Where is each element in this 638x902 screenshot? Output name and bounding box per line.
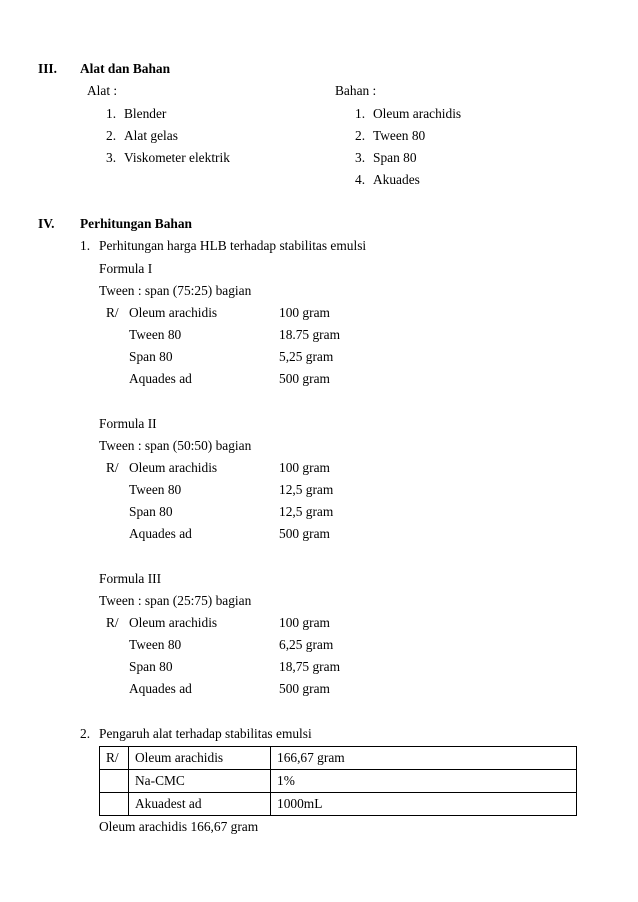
item-2-note: Oleum arachidis 166,67 gram: [99, 819, 259, 834]
ingredient-amount: 12,5 gram: [279, 482, 334, 497]
alat-item-text: Alat gelas: [124, 128, 178, 143]
formula-ratio: Tween : span (50:50) bagian: [99, 438, 252, 453]
alat-item-num: 3.: [106, 150, 117, 165]
ingredient-name: Oleum arachidis: [129, 460, 218, 475]
table-row: [100, 770, 577, 793]
alat-item-num: 1.: [106, 106, 117, 121]
bahan-item-text: Akuades: [373, 172, 420, 187]
section-4-title: Perhitungan Bahan: [80, 216, 192, 231]
ingredient-name: Tween 80: [129, 482, 182, 497]
ingredient-amount: 500 gram: [279, 681, 330, 696]
section-4-number: IV.: [38, 216, 55, 231]
formula-title: Formula III: [99, 571, 162, 586]
item-1-num: 1.: [80, 238, 91, 253]
alat-item-text: Viskometer elektrik: [124, 150, 230, 165]
bahan-item-text: Span 80: [373, 150, 417, 165]
recipe-mark: R/: [106, 615, 119, 630]
ingredient-name: Span 80: [129, 349, 173, 364]
formula-ratio: Tween : span (75:25) bagian: [99, 283, 252, 298]
bahan-item-num: 1.: [355, 106, 366, 121]
ingredient-amount: 5,25 gram: [279, 349, 334, 364]
item-2-text: Pengaruh alat terhadap stabilitas emulsi: [99, 726, 312, 741]
table-cell-mark: [100, 793, 129, 816]
item-2-num: 2.: [80, 726, 91, 741]
ingredient-amount: 100 gram: [279, 460, 330, 475]
formula-title: Formula II: [99, 416, 157, 431]
ingredient-amount: 100 gram: [279, 615, 330, 630]
bahan-item-text: Oleum arachidis: [373, 106, 462, 121]
table-cell-mark: R/: [100, 747, 129, 770]
alat-label: Alat :: [87, 83, 118, 98]
ingredient-name: Span 80: [129, 504, 173, 519]
table-cell-name: Na-CMC: [129, 770, 271, 793]
table-cell-name: Oleum arachidis: [129, 747, 271, 770]
ingredient-name: Oleum arachidis: [129, 615, 218, 630]
recipe-mark: R/: [106, 305, 119, 320]
ingredient-amount: 18.75 gram: [279, 327, 340, 342]
ingredient-name: Oleum arachidis: [129, 305, 218, 320]
table-cell-amount: 1%: [271, 770, 577, 793]
item-1-text: Perhitungan harga HLB terhadap stabilitas emulsi: [99, 238, 367, 253]
ingredient-name: Tween 80: [129, 327, 182, 342]
ingredient-name: Span 80: [129, 659, 173, 674]
ingredient-amount: 6,25 gram: [279, 637, 334, 652]
bahan-item-num: 4.: [355, 172, 366, 187]
recipe-table: [99, 746, 577, 816]
bahan-item-num: 2.: [355, 128, 366, 143]
table-cell-amount: 166,67 gram: [271, 747, 577, 770]
ingredient-amount: 100 gram: [279, 305, 330, 320]
bahan-label: Bahan :: [335, 83, 377, 98]
section-3-number: III.: [38, 61, 57, 76]
formula-title: Formula I: [99, 261, 153, 276]
bahan-item-num: 3.: [355, 150, 366, 165]
alat-item-text: Blender: [124, 106, 167, 121]
table-cell-amount: 1000mL: [271, 793, 577, 816]
ingredient-name: Tween 80: [129, 637, 182, 652]
ingredient-amount: 500 gram: [279, 371, 330, 386]
table-row: [100, 793, 577, 816]
alat-item-num: 2.: [106, 128, 117, 143]
formula-ratio: Tween : span (25:75) bagian: [99, 593, 252, 608]
ingredient-amount: 12,5 gram: [279, 504, 334, 519]
table-row: [100, 747, 577, 770]
table-cell-name: Akuadest ad: [129, 793, 271, 816]
ingredient-name: Aquades ad: [129, 526, 192, 541]
recipe-mark: R/: [106, 460, 119, 475]
table-cell-mark: [100, 770, 129, 793]
section-3-title: Alat dan Bahan: [80, 61, 171, 76]
ingredient-amount: 500 gram: [279, 526, 330, 541]
ingredient-amount: 18,75 gram: [279, 659, 340, 674]
ingredient-name: Aquades ad: [129, 681, 192, 696]
bahan-item-text: Tween 80: [373, 128, 426, 143]
ingredient-name: Aquades ad: [129, 371, 192, 386]
